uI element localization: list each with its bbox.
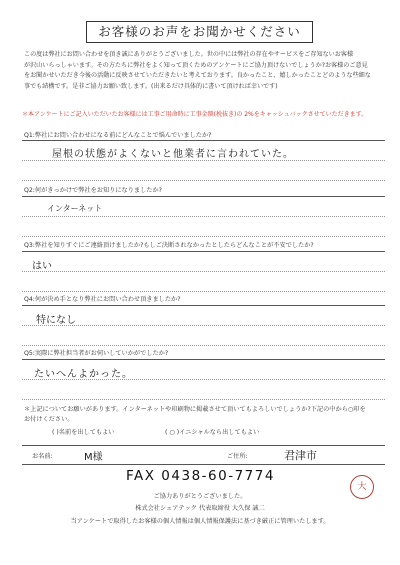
company-signature: 株式会社シェアテック 代表取締役 大久保 誠二 <box>135 505 265 512</box>
answer-3: はい <box>32 261 52 272</box>
name-address-row <box>22 445 385 465</box>
answer-area-2 <box>22 196 385 237</box>
answer-area-5 <box>22 359 385 400</box>
privacy-note: 当アンケートで取得したお客様の個人情報は個人情報保護法に基づき厳正に管理いたします。 <box>70 518 330 525</box>
answer-1: 屋根の状態がよくないと他業者に言われていた。 <box>52 149 294 160</box>
name-value[interactable]: M様 <box>84 452 103 463</box>
intro-text: この度は弊社にお問い合わせを頂き誠にありがとうございました。世の中には弊社の存在やサービスをご存知ないお客様 が沢山いらっしゃいます。その方たちに弊社をよく知って頂くためのアンケートにご協力頂けないでしょうか?お客様のご意見 をお聞かせいただき今後の活動に反映させていただきたいと考えております。良かったこと、嬉しかったことどのような些細な 事でも結構です。是非ご協力お願い致します。(出来るだけ具体的に書いて頂ければ幸いです) <box>24 51 371 91</box>
question-5: Q5:実際に弊社担当者がお伺いしていかがでしたか? <box>24 350 169 357</box>
address-label: ご住所: <box>227 453 248 460</box>
question-4: Q4:何が決め手となり弊社にお問い合わせ頂きましたか? <box>24 296 181 303</box>
survey-title: お客様のお声をお聞かせください <box>86 21 313 43</box>
name-label: お名前: <box>32 453 53 460</box>
consent-option-name[interactable]: ( )名前を出してもよい <box>52 429 115 436</box>
answer-4: 特になし <box>36 315 76 326</box>
answer-area-1 <box>22 140 385 181</box>
thanks-text: ご協力ありがとうございました。 <box>153 493 247 500</box>
answer-area-3 <box>22 251 385 292</box>
cashback-note: ＊本アンケートにご記入いただいたお客様には工事ご用命時に工事金額(税抜き)の 2%をキャッシュバックさせていただきます。 <box>22 111 368 118</box>
consent-option-initials[interactable]: ( ○ )イニシャルなら出してもよい <box>165 429 260 436</box>
question-1: Q1:弊社にお問い合わせになる前にどんなことで悩んでいましたか? <box>24 132 212 139</box>
question-2: Q2:何がきっかけで弊社をお知りになりましたか? <box>24 187 162 194</box>
company-seal-stamp: 大 <box>350 475 374 499</box>
address-value[interactable]: 君津市 <box>284 449 317 462</box>
answer-5: たいへんよかった。 <box>34 369 133 380</box>
answer-2: インターネット <box>47 204 103 213</box>
question-3: Q3:弊社を知りすぐにご連絡頂けましたか?もしご決断されなかったとしたらどんなことが不安でしたか? <box>24 242 314 249</box>
fax-number: FAX 0438-60-7774 <box>126 468 275 484</box>
answer-area-4 <box>22 305 385 346</box>
consent-question: ＊上記についてお願いがあります。インターネットや印刷物に掲載させて頂いてもよろしいでしょうか?下記の中から○印を お付けください。 <box>24 406 366 423</box>
